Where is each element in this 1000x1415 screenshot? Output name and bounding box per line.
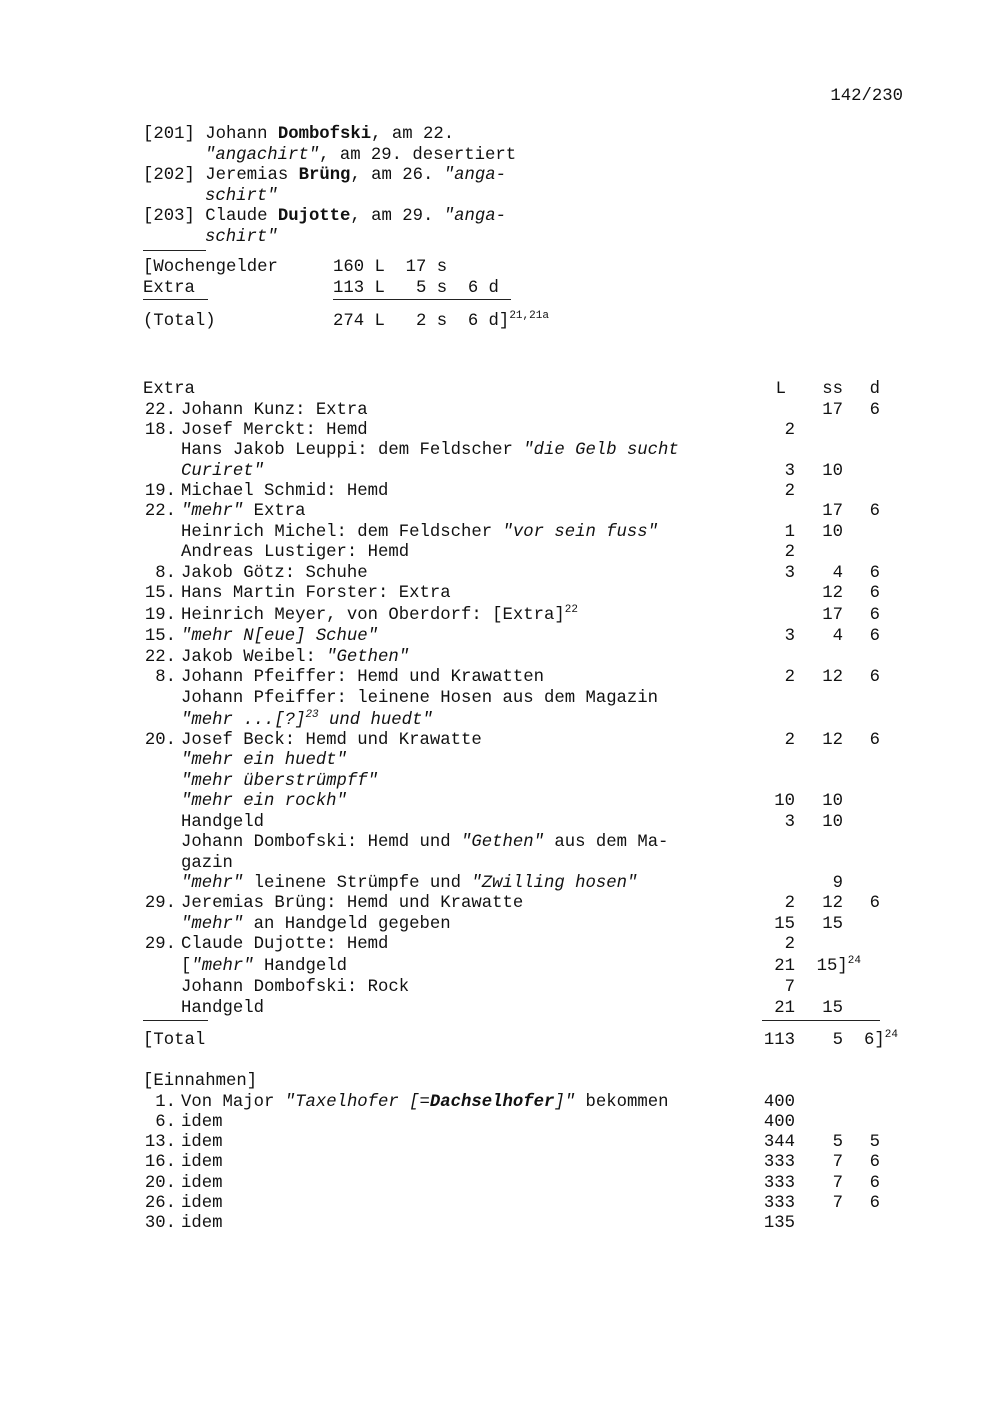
footnote-ref: 21,21a — [509, 310, 549, 322]
divider — [762, 1020, 880, 1021]
row-text-plain: idem — [181, 1174, 223, 1193]
row-text-plain: Jakob Weibel: — [181, 648, 327, 667]
amount-livres: 2 — [784, 482, 795, 501]
extra-total-d: 6]$^{24}$ — [864, 1029, 898, 1050]
row-text — [181, 1194, 222, 1214]
day-number: 22. — [144, 648, 176, 667]
row-text-plain: an Handgeld gegeben — [243, 915, 451, 934]
row-text — [181, 689, 658, 709]
row-text-quote: "vor sein fuss" — [502, 523, 659, 542]
extra-row — [0, 564, 1000, 584]
row-text-plain: Jeremias Brüng: Hemd und Krawatte — [181, 894, 524, 913]
extra-row — [0, 502, 1000, 522]
day-number: 19. — [144, 482, 176, 501]
recruit-entry — [143, 125, 454, 145]
extra-row — [0, 999, 1000, 1019]
row-text — [181, 894, 523, 914]
amount-sols: 15]$^{24}$ — [816, 955, 861, 976]
extra-row — [0, 648, 1000, 668]
amount-sols: 17 — [822, 606, 843, 625]
extra-label: Extra — [143, 279, 195, 298]
extra-row — [0, 689, 1000, 709]
extra-total — [0, 1031, 1000, 1051]
amount-livres: 2 — [784, 421, 795, 440]
day-number: 22. — [144, 502, 176, 521]
amount-sols: 9 — [832, 874, 843, 893]
extra-total-ss: 5 — [832, 1031, 843, 1050]
amount-sols: 7 — [832, 1153, 843, 1172]
row-text-quote: "Zwilling hosen" — [471, 874, 638, 893]
day-number: 20. — [144, 731, 176, 750]
extra-row — [0, 482, 1000, 502]
row-text — [181, 1153, 222, 1173]
amount-livres: 21 — [774, 999, 795, 1018]
footnote-ref: 24 — [847, 955, 861, 967]
einnahmen-row — [0, 1174, 1000, 1194]
extra-row — [0, 915, 1000, 935]
amount-deniers: 6 — [869, 1174, 880, 1193]
day-number: 22. — [144, 401, 176, 420]
amount-sols: 12 — [822, 668, 843, 687]
amount-livres: 2 — [784, 668, 795, 687]
extra-row — [0, 523, 1000, 543]
row-text — [181, 421, 368, 441]
recruit-number: [202] — [143, 166, 195, 185]
row-text-plain: Extra — [243, 502, 306, 521]
extra-row — [0, 874, 1000, 894]
amount-livres: 135 — [763, 1214, 795, 1233]
extra-row — [0, 833, 1000, 853]
row-text-quote: "mehr" — [181, 915, 244, 934]
row-text-plain: Heinrich Meyer, von Oberdorf: [Extra] — [181, 606, 565, 625]
row-text-quote: "mehr ...[?] — [181, 711, 306, 730]
amount-livres: 2 — [784, 543, 795, 562]
amount-deniers: 6 — [869, 894, 880, 913]
amount-deniers: 6 — [869, 401, 880, 420]
einnahmen-row — [0, 1194, 1000, 1214]
amount-sols: 10 — [822, 813, 843, 832]
day-number: 29. — [144, 894, 176, 913]
row-text-plain: Andreas Lustiger: Hemd — [181, 543, 410, 562]
row-text — [181, 1174, 222, 1194]
divider — [143, 1020, 208, 1021]
row-text-plain: idem — [181, 1113, 223, 1132]
row-text-plain: Hans Jakob Leuppi: dem Feldscher — [181, 441, 524, 460]
extra-row — [0, 894, 1000, 914]
extra-row — [0, 711, 1000, 731]
row-text-plain: leinene Strümpfe und — [243, 874, 472, 893]
recruit-entry-cont — [205, 228, 278, 248]
extra-row — [0, 543, 1000, 563]
amount-sols: 15 — [822, 999, 843, 1018]
day-number: 8. — [155, 668, 176, 687]
recruit-first-name: Jeremias — [205, 166, 299, 185]
amount-sols: 17 — [822, 401, 843, 420]
row-text — [181, 978, 409, 998]
amount-livres: 3 — [784, 564, 795, 583]
amount-sols: 7 — [832, 1194, 843, 1213]
extra-total-l: 113 — [763, 1031, 795, 1050]
amount-sols: 7 — [832, 1174, 843, 1193]
row-text-quote: "mehr N[eue] Schue" — [181, 627, 379, 646]
total-label: (Total) — [143, 312, 216, 331]
amount-livres: 333 — [763, 1174, 795, 1193]
einnahmen-row — [0, 1153, 1000, 1173]
amount-deniers: 5 — [869, 1133, 880, 1152]
recruit-entry-cont — [205, 187, 278, 207]
row-text-quote: "mehr" — [191, 957, 254, 976]
divider — [143, 299, 208, 300]
day-number: 20. — [144, 1174, 176, 1193]
footnote-ref: 23 — [305, 709, 319, 721]
einnahmen-row — [0, 1113, 1000, 1133]
amount-livres: 21 — [774, 957, 795, 976]
row-text — [181, 523, 658, 543]
row-text-plain: idem — [181, 1194, 223, 1213]
row-text-quote: "mehr ein huedt" — [181, 751, 347, 770]
extra-title: Extra — [143, 380, 195, 399]
row-text-quote: ]" — [554, 1093, 576, 1112]
recruit-last-name: Brüng — [298, 166, 351, 185]
row-text — [181, 1093, 668, 1113]
row-text — [181, 606, 578, 626]
col-header-d: d — [869, 380, 880, 399]
row-text — [181, 731, 482, 751]
row-text — [181, 854, 233, 874]
row-text — [181, 482, 388, 502]
amount-sols: 4 — [832, 564, 843, 583]
total-value — [333, 312, 549, 332]
row-text-quote: und huedt" — [318, 711, 433, 730]
recruit-quote: schirt" — [205, 228, 278, 247]
amount-livres: 400 — [763, 1093, 795, 1112]
row-text — [181, 751, 347, 771]
row-text — [181, 1113, 222, 1133]
day-number: 15. — [144, 627, 176, 646]
amount-sols: 4 — [832, 627, 843, 646]
extra-row — [0, 627, 1000, 647]
day-number: 29. — [144, 935, 176, 954]
recruit-detail: , am 22. — [371, 125, 455, 144]
row-text — [181, 462, 264, 482]
day-number: 19. — [144, 606, 176, 625]
amount-deniers: 6 — [869, 1194, 880, 1213]
recruit-detail: , am 26. — [350, 166, 444, 185]
row-text-plain: idem — [181, 1133, 223, 1152]
amount-deniers: 6 — [869, 564, 880, 583]
amount-livres: 344 — [763, 1133, 795, 1152]
row-text — [181, 627, 378, 647]
recruit-last-name: Dombofski — [277, 125, 372, 144]
footnote-ref: 24 — [884, 1029, 898, 1041]
row-text-plain: idem — [181, 1153, 223, 1172]
amount-livres: 2 — [784, 894, 795, 913]
row-text-quote: "mehr ein rockh" — [181, 792, 347, 811]
recruit-quote: schirt" — [205, 187, 278, 206]
row-text-bold: Dachselhofer — [429, 1093, 555, 1112]
row-text-quote: "die Gelb sucht — [523, 441, 679, 460]
amount-deniers: 6 — [869, 731, 880, 750]
row-text-plain: Johann Dombofski: Rock — [181, 978, 410, 997]
row-text — [181, 772, 378, 792]
amount-livres: 10 — [774, 792, 795, 811]
recruit-entry — [143, 166, 506, 186]
row-text-plain: gazin — [181, 854, 233, 873]
extra-row — [0, 935, 1000, 955]
row-text-plain: Michael Schmid: Hemd — [181, 482, 389, 501]
amount-sols: 10 — [822, 462, 843, 481]
amount-livres: 3 — [784, 813, 795, 832]
recruit-quote: "anga- — [443, 166, 507, 185]
extra-row — [0, 401, 1000, 421]
extra-row — [0, 668, 1000, 688]
row-text-plain: Handgeld — [253, 957, 347, 976]
recruit-quote: "angachirt" — [205, 146, 320, 165]
amount-sols: 10 — [822, 792, 843, 811]
einnahmen-row — [0, 1133, 1000, 1153]
row-text-plain: Handgeld — [181, 999, 264, 1018]
extra-row — [0, 813, 1000, 833]
recruit-entry-cont — [205, 146, 516, 166]
footnote-ref: 22 — [564, 604, 578, 616]
amount-livres: 333 — [763, 1153, 795, 1172]
wochengelder-label: [Wochengelder — [143, 258, 278, 277]
day-number: 15. — [144, 584, 176, 603]
amount-livres: 3 — [784, 627, 795, 646]
col-header-l: L — [775, 380, 786, 399]
extra-row — [0, 751, 1000, 771]
extra-row — [0, 957, 1000, 977]
total-amount: 274 L 2 s 6 d] — [333, 312, 510, 331]
day-number: 1. — [155, 1093, 176, 1112]
amount-livres: 2 — [784, 731, 795, 750]
row-text — [181, 999, 264, 1019]
row-text-quote: "Gethen" — [461, 833, 544, 852]
amount-livres: 2 — [784, 935, 795, 954]
recruit-entry — [143, 207, 506, 227]
row-text — [181, 584, 451, 604]
row-text-plain: Handgeld — [181, 813, 264, 832]
extra-row — [0, 792, 1000, 812]
recruit-first-name: Johann — [205, 125, 278, 144]
row-text-quote: "mehr überstrümpff" — [181, 772, 379, 791]
recruit-number: [203] — [143, 207, 195, 226]
row-text-plain: Claude Dujotte: Hemd — [181, 935, 389, 954]
amount-sols: 12 — [822, 894, 843, 913]
row-text-plain: idem — [181, 1214, 223, 1233]
row-text — [181, 1214, 222, 1234]
row-text — [181, 441, 679, 461]
amount-deniers: 6 — [869, 502, 880, 521]
extra-row — [0, 441, 1000, 461]
day-number: 6. — [155, 1113, 176, 1132]
divider — [333, 299, 511, 300]
row-text-quote: Curiret" — [181, 462, 264, 481]
row-text — [181, 502, 305, 522]
amount-livres: 3 — [784, 462, 795, 481]
row-text — [181, 813, 264, 833]
einnahmen-row — [0, 1214, 1000, 1234]
row-text-plain: Josef Merckt: Hemd — [181, 421, 368, 440]
row-text-plain: bekommen — [575, 1093, 669, 1112]
amount-livres: 1 — [784, 523, 795, 542]
extra-row — [0, 854, 1000, 874]
row-text-quote: "mehr" — [181, 874, 244, 893]
row-text — [181, 874, 637, 894]
row-text — [181, 1133, 222, 1153]
day-number: 13. — [144, 1133, 176, 1152]
amount-deniers: 6 — [869, 584, 880, 603]
recruit-number: [201] — [143, 125, 195, 144]
extra-row — [0, 421, 1000, 441]
einnahmen-title: [Einnahmen] — [143, 1072, 258, 1091]
row-text-quote: "mehr" — [181, 502, 244, 521]
row-text-plain: Josef Beck: Hemd und Krawatte — [181, 731, 482, 750]
amount-sols: 10 — [822, 523, 843, 542]
extra-row — [0, 772, 1000, 792]
amount-sols: 12 — [822, 731, 843, 750]
extra-row — [0, 584, 1000, 604]
row-text-plain: Hans Martin Forster: Extra — [181, 584, 451, 603]
recruit-detail: , am 29. desertiert — [319, 146, 517, 165]
extra-header — [0, 380, 1000, 400]
amount-livres: 15 — [774, 915, 795, 934]
row-text-plain: [ — [181, 957, 192, 976]
row-text — [181, 543, 409, 563]
amount-livres: 7 — [784, 978, 795, 997]
day-number: 16. — [144, 1153, 176, 1172]
row-text-plain: Von Major — [181, 1093, 285, 1112]
row-text — [181, 401, 368, 421]
row-text-plain: Jakob Götz: Schuhe — [181, 564, 368, 583]
amount-deniers: 6 — [869, 606, 880, 625]
extra-value: 113 L 5 s 6 d — [333, 279, 499, 298]
day-number: 26. — [144, 1194, 176, 1213]
row-text-plain: Heinrich Michel: dem Feldscher — [181, 523, 503, 542]
amount-deniers: 6 — [869, 1153, 880, 1172]
row-text — [181, 935, 388, 955]
recruit-last-name: Dujotte — [277, 207, 351, 226]
row-text-quote: "Taxelhofer [= — [284, 1093, 430, 1112]
day-number: 30. — [144, 1214, 176, 1233]
col-header-ss: ss — [822, 380, 843, 399]
row-text — [181, 792, 347, 812]
row-text — [181, 957, 347, 977]
row-text-quote: "Gethen" — [326, 648, 410, 667]
day-number: 8. — [155, 564, 176, 583]
amount-livres: 333 — [763, 1194, 795, 1213]
extra-row — [0, 978, 1000, 998]
day-number: 18. — [144, 421, 176, 440]
row-text-plain: Johann Pfeiffer: Hemd und Krawatten — [181, 668, 544, 687]
row-text — [181, 648, 409, 668]
row-text — [181, 668, 544, 688]
row-text — [181, 564, 368, 584]
row-text — [181, 833, 668, 853]
recruit-detail: , am 29. — [350, 207, 444, 226]
row-text-plain: aus dem Ma- — [543, 833, 669, 852]
einnahmen-row — [0, 1093, 1000, 1113]
row-text-plain: Johann Pfeiffer: leinene Hosen aus dem Magazin — [181, 689, 659, 708]
amount-sols: 17 — [822, 502, 843, 521]
amount-sols: 15 — [822, 915, 843, 934]
row-text-plain: Johann Kunz: Extra — [181, 401, 368, 420]
extra-row — [0, 731, 1000, 751]
amount-sols: 5 — [832, 1133, 843, 1152]
row-text-plain: Johann Dombofski: Hemd und — [181, 833, 462, 852]
amount-livres: 400 — [763, 1113, 795, 1132]
amount-deniers: 6 — [869, 627, 880, 646]
extra-total-label: [Total — [143, 1031, 206, 1050]
amount-sols: 12 — [822, 584, 843, 603]
row-text — [181, 711, 433, 731]
recruit-first-name: Claude — [205, 207, 278, 226]
wochengelder-value: 160 L 17 s — [333, 258, 448, 277]
recruit-quote: "anga- — [443, 207, 506, 226]
row-text — [181, 915, 451, 935]
amount-deniers: 6 — [869, 668, 880, 687]
page-number: 142/230 — [830, 87, 903, 106]
extra-row — [0, 606, 1000, 626]
extra-row — [0, 462, 1000, 482]
divider — [143, 250, 206, 251]
